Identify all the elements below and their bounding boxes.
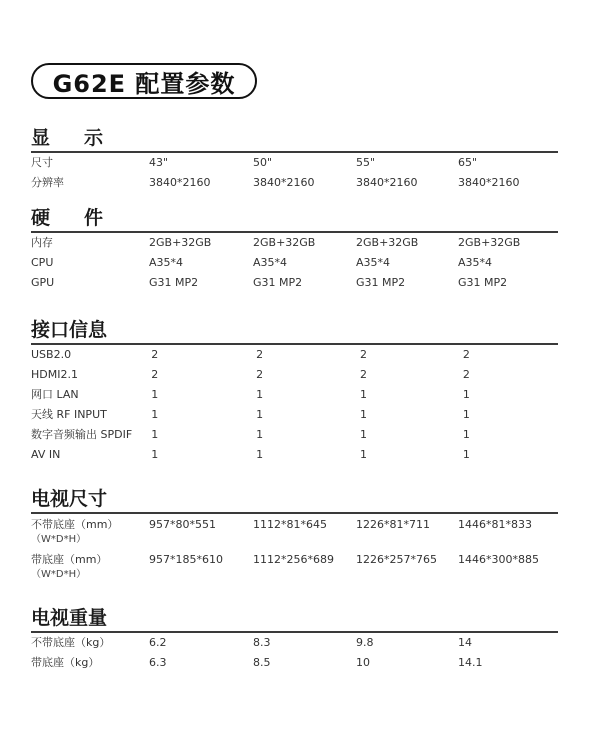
section-heading: 显示 (31, 127, 138, 149)
table-row (31, 549, 558, 584)
cell-value: 3840*2160 (253, 176, 315, 189)
row-label: USB2.0 (31, 348, 72, 361)
cell-value: 55" (356, 156, 376, 169)
spec-table (31, 153, 558, 193)
row-label: AV IN (31, 448, 61, 461)
cell-value: 3840*2160 (356, 176, 418, 189)
cell-value: 8.3 (253, 636, 271, 649)
cell-value: 2 (256, 348, 264, 361)
spec-table (31, 633, 558, 673)
section-ports (31, 318, 558, 465)
cell-value: 2 (359, 348, 367, 361)
cell-value: 1 (359, 388, 367, 401)
row-label-text: 不带底座（mm） (31, 518, 119, 531)
cell-value: 65" (458, 156, 478, 169)
row-label: 分辨率 (31, 176, 64, 189)
table-row (31, 345, 558, 365)
cell-value: 6.2 (149, 636, 167, 649)
table-row (31, 385, 558, 405)
cell-value: G31 MP2 (253, 276, 303, 289)
row-label: GPU (31, 276, 55, 289)
cell-value: 3840*2160 (149, 176, 211, 189)
spec-table (31, 345, 558, 465)
cell-value: A35*4 (149, 256, 184, 269)
cell-value: 14.1 (458, 656, 483, 669)
cell-value: 957*80*551 (149, 518, 216, 531)
row-label-text: 带底座（mm） (31, 553, 108, 566)
cell-value: 2 (462, 368, 470, 381)
cell-value: 1112*256*689 (253, 553, 334, 566)
cell-value: 2GB+32GB (149, 236, 212, 249)
cell-value: 1 (256, 448, 264, 461)
cell-value: A35*4 (253, 256, 288, 269)
cell-value: 1 (462, 448, 470, 461)
cell-value: 1 (151, 388, 159, 401)
spec-table (31, 514, 558, 584)
table-row (31, 425, 558, 445)
cell-value: 10 (356, 656, 370, 669)
cell-value: A35*4 (356, 256, 391, 269)
cell-value: 2 (462, 348, 470, 361)
cell-value: 2 (151, 368, 159, 381)
cell-value: 1 (359, 408, 367, 421)
section-weight (31, 606, 558, 673)
row-label: 网口 LAN (31, 388, 79, 401)
table-row (31, 445, 558, 465)
cell-value: 1446*81*833 (458, 518, 532, 531)
table-row (31, 365, 558, 385)
cell-value: 2 (256, 368, 264, 381)
row-label: 尺寸 (31, 156, 53, 169)
row-label: 数字音频输出 SPDIF (31, 428, 133, 441)
table-row (31, 253, 558, 273)
table-row (31, 405, 558, 425)
section-display (31, 126, 558, 193)
cell-value: 1 (256, 388, 264, 401)
table-row (31, 273, 558, 293)
cell-value: 1 (359, 448, 367, 461)
section-heading: 硬件 (31, 207, 138, 229)
page-title (31, 63, 257, 99)
spec-table (31, 233, 558, 293)
row-label: CPU (31, 256, 54, 269)
cell-value: 957*185*610 (149, 553, 223, 566)
cell-value: 1 (151, 448, 159, 461)
row-sublabel: （W*D*H） (31, 534, 87, 545)
cell-value: 1 (256, 428, 264, 441)
row-sublabel: （W*D*H） (31, 569, 87, 580)
section-heading: 电视尺寸 (31, 488, 108, 510)
cell-value: 2GB+32GB (356, 236, 419, 249)
cell-value: 1112*81*645 (253, 518, 327, 531)
cell-value: 2GB+32GB (458, 236, 521, 249)
cell-value: 2 (359, 368, 367, 381)
cell-value: 14 (458, 636, 472, 649)
row-label: 内存 (31, 236, 53, 249)
cell-value: 2 (151, 348, 159, 361)
cell-value: 2GB+32GB (253, 236, 316, 249)
cell-value: 1 (151, 408, 159, 421)
cell-value: 9.8 (356, 636, 374, 649)
row-label: 带底座（kg） (31, 656, 100, 669)
cell-value: 50" (253, 156, 273, 169)
cell-value: 6.3 (149, 656, 167, 669)
row-label: 不带底座（kg） (31, 636, 111, 649)
row-label: HDMI2.1 (31, 368, 78, 381)
row-label (31, 549, 149, 584)
cell-value: G31 MP2 (356, 276, 406, 289)
cell-value: 1 (256, 408, 264, 421)
cell-value: G31 MP2 (149, 276, 199, 289)
table-row (31, 633, 558, 653)
cell-value: 1 (359, 428, 367, 441)
table-row (31, 153, 558, 173)
cell-value: 1226*81*711 (356, 518, 430, 531)
section-hardware (31, 206, 558, 293)
cell-value: 1 (462, 388, 470, 401)
cell-value: 3840*2160 (458, 176, 520, 189)
table-row (31, 233, 558, 253)
section-heading: 接口信息 (31, 319, 108, 341)
table-row (31, 514, 558, 549)
cell-value: 1226*257*765 (356, 553, 437, 566)
cell-value: 8.5 (253, 656, 271, 669)
section-size (31, 487, 558, 584)
cell-value: 1 (151, 428, 159, 441)
title-text: G62E 配置参数 (52, 69, 236, 98)
cell-value: 1446*300*885 (458, 553, 539, 566)
cell-value: 1 (462, 408, 470, 421)
row-label: 天线 RF INPUT (31, 408, 107, 421)
cell-value: 1 (462, 428, 470, 441)
section-heading: 电视重量 (31, 607, 108, 629)
row-label (31, 514, 149, 549)
cell-value: 43" (149, 156, 169, 169)
table-row (31, 173, 558, 193)
table-row (31, 653, 558, 673)
cell-value: A35*4 (458, 256, 493, 269)
cell-value: G31 MP2 (458, 276, 508, 289)
